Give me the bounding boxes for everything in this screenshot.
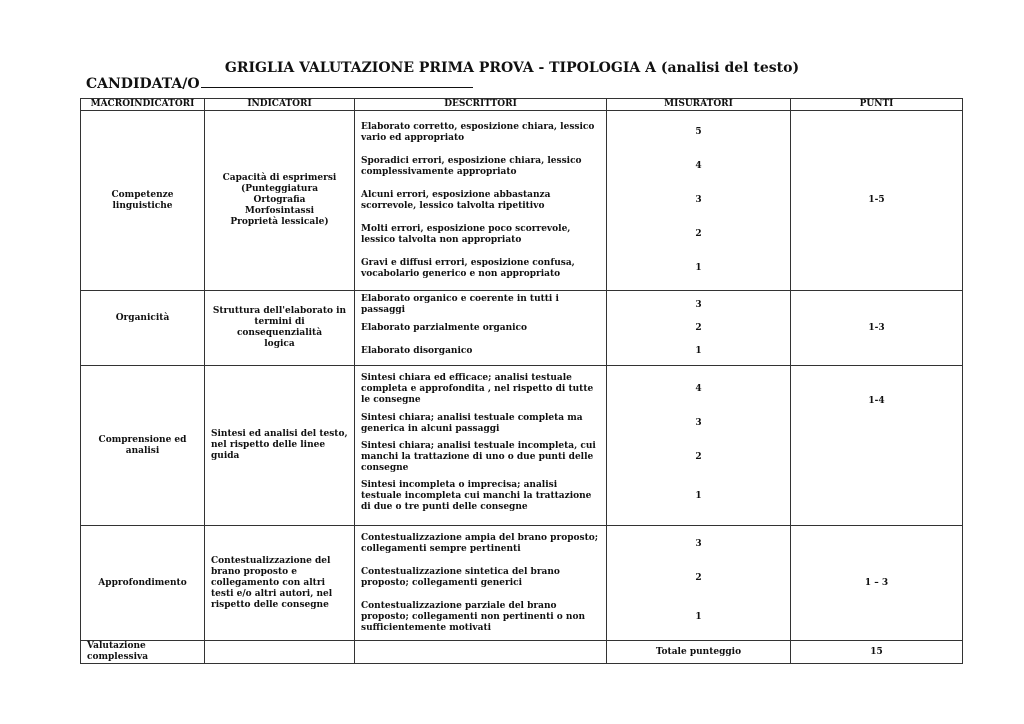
descriptor-item: Alcuni errori, esposizione abbastanza scorrevole, lessico talvolta ripetitivo [361,189,551,211]
score-value: 1 [695,263,702,273]
score-value: 1 [695,491,702,501]
candidate-label: CANDIDATA/O [86,76,200,92]
descriptor-item: Contestualizzazione parziale del brano proposto; collegamenti non pertinenti o non sufficientemente motivati [361,600,585,633]
descriptor-item: Elaborato parzialmente organico [361,322,528,333]
header-indicatori: INDICATORI [205,99,355,111]
descriptors-cell [355,291,607,366]
descriptor-item: Elaborato organico e coerente in tutti i passaggi [361,294,559,315]
points-cell: 1-5 [791,111,963,291]
score-value: 1 [695,611,702,622]
header-descrittori: DESCRITTORI [355,99,607,111]
macro-cell: Organicità [81,291,205,366]
score-value: 3 [695,299,702,310]
descriptor-item: Elaborato disorganico [361,345,473,356]
points-cell: 1 – 3 [791,526,963,641]
header-misuratori: MISURATORI [607,99,791,111]
macro-cell: Approfondimento [81,526,205,641]
candidate-field [86,75,473,92]
page-title: GRIGLIA VALUTAZIONE PRIMA PROVA - TIPOLOGIA A (analisi del testo) [224,60,800,76]
scores-cell [607,366,791,526]
header-macroindicatori: MACROINDICATORI [81,99,205,111]
score-value: 2 [695,572,702,583]
macro-cell: Competenze linguistiche [81,111,205,291]
table-row-organicita [81,291,963,366]
indicator-cell: Capacità di esprimersi (Punteggiatura Ortografia Morfosintassi Proprietà lessicale) [205,111,355,291]
descriptors-cell [355,526,607,641]
indicator-cell: Contestualizzazione del brano proposto e collegamento con altri testi e/o altri autori, nel rispetto delle consegne [205,526,355,641]
score-value: 3 [695,538,702,549]
points-cell: 1-4 [791,366,963,526]
score-value: 2 [695,229,702,239]
candidate-name-line[interactable] [201,75,473,88]
score-value: 2 [695,452,702,462]
descriptor-item: Gravi e diffusi errori, esposizione confusa, vocabolario generico e non appropriato [361,257,575,279]
score-value: 3 [695,418,702,428]
scores-cell [607,526,791,641]
score-value: 2 [695,322,702,333]
descriptor-item: Contestualizzazione ampia del brano proposto; collegamenti sempre pertinenti [361,533,599,554]
descriptor-item: Contestualizzazione sintetica del brano proposto; collegamenti generici [361,567,560,588]
score-value: 4 [695,384,702,394]
footer-empty-cell[interactable] [355,641,607,664]
header-punti: PUNTI [791,99,963,111]
descriptor-item: Sintesi chiara; analisi testuale incompleta, cui manchi la trattazione di uno o due punti delle consegne [361,441,596,473]
table-row-approfondimento [81,526,963,641]
footer-empty-cell[interactable] [205,641,355,664]
evaluation-grid-table [80,98,963,664]
points-cell: 1-3 [791,291,963,366]
overall-evaluation-label: Valutazione complessiva [81,641,205,664]
descriptor-item: Molti errori, esposizione poco scorrevole, lessico talvolta non appropriato [361,223,571,245]
macro-cell: Comprensione ed analisi [81,366,205,526]
table-row-competenze [81,111,963,291]
score-value: 4 [695,161,702,171]
descriptors-cell [355,366,607,526]
scores-cell [607,111,791,291]
table-row-comprensione [81,366,963,526]
table-footer-row [81,641,963,664]
total-score-label: Totale punteggio [607,641,791,664]
score-value: 3 [695,195,702,205]
total-score-value: 15 [791,641,963,664]
descriptor-item: Sintesi incompleta o imprecisa; analisi testuale incompleta cui manchi la trattazione di due o tre punti delle consegne [361,480,592,512]
score-value: 1 [695,345,702,356]
indicator-cell: Sintesi ed analisi del testo, nel rispetto delle linee guida [205,366,355,526]
score-value: 5 [695,127,702,137]
descriptor-item: Sintesi chiara ed efficace; analisi testuale completa e approfondita , nel rispetto di tutte le consegne [361,373,594,405]
descriptor-item: Sintesi chiara; analisi testuale completa ma generica in alcuni passaggi [361,412,583,434]
descriptor-item: Elaborato corretto, esposizione chiara, lessico vario ed appropriato [361,121,595,143]
scores-cell [607,291,791,366]
indicator-cell: Struttura dell'elaborato in termini di consequenzialità logica [205,291,355,366]
descriptors-cell [355,111,607,291]
descriptor-item: Sporadici errori, esposizione chiara, lessico complessivamente appropriato [361,155,582,177]
table-header-row [81,99,963,111]
